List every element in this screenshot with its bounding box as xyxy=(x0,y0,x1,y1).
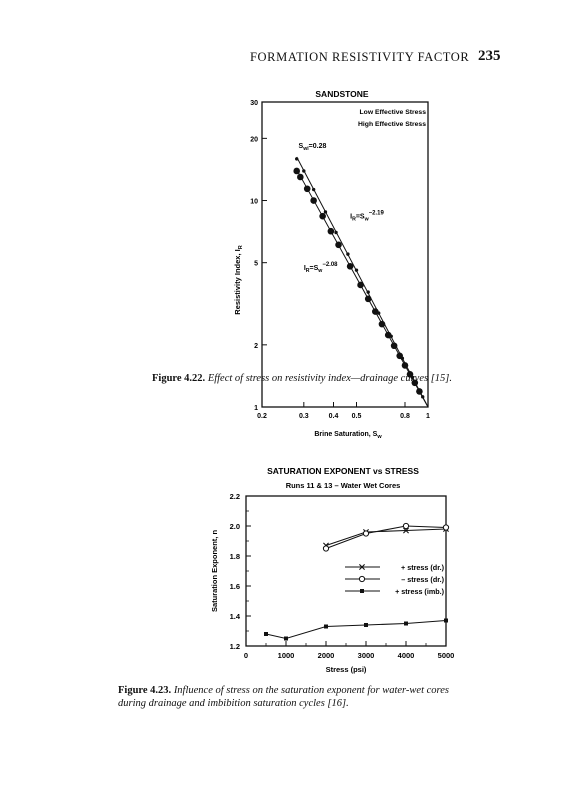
high-stress-point xyxy=(416,388,423,395)
high-stress-point xyxy=(357,282,364,289)
x-axis xyxy=(244,641,454,660)
x-tick-label: 1 xyxy=(426,413,430,420)
x-tick-label: 1000 xyxy=(277,651,295,660)
y-tick-label: 1.8 xyxy=(229,552,240,561)
y-axis-label-text: Resistivity Index, I xyxy=(233,249,242,315)
legend-marker xyxy=(360,589,364,593)
figure-label: Figure 4.23. xyxy=(118,685,172,696)
high-stress-point xyxy=(328,228,335,235)
y-tick-label: 2 xyxy=(254,342,258,350)
y-tick-label: 1.2 xyxy=(229,642,240,651)
legend xyxy=(358,109,426,128)
annotation-2: $I_R=S_w-2.08$ xyxy=(303,262,338,275)
low-stress-point xyxy=(302,169,305,172)
legend xyxy=(345,563,445,596)
low-stress-point xyxy=(334,231,337,234)
x-tick-label: 5000 xyxy=(437,651,455,660)
chart-title: SATURATION EXPONENT vs STRESS xyxy=(267,466,419,476)
high-stress-point xyxy=(319,213,326,220)
running-title: FORMATION RESISTIVITY FACTOR xyxy=(250,50,470,64)
low-stress-point xyxy=(295,157,298,160)
y-axis xyxy=(230,492,251,651)
x-tick-label: 0 xyxy=(243,651,249,660)
high-stress-point xyxy=(293,168,300,175)
plus-stress-drainage-line xyxy=(326,529,446,546)
figure-4-23-chart xyxy=(0,460,569,680)
legend-entry-plus-stress-imbibition: + stress (imb.) xyxy=(395,587,444,596)
plus-stress-imbibition-point xyxy=(404,622,408,626)
low-stress-point xyxy=(355,268,358,271)
low-stress-point xyxy=(421,395,424,398)
high-stress-point xyxy=(310,197,317,204)
legend-marker xyxy=(359,576,364,581)
high-stress-point xyxy=(385,332,392,339)
y-axis-label xyxy=(233,245,244,314)
legend-entry-minus-stress-drainage: – stress (dr.) xyxy=(401,575,444,584)
low-stress-point xyxy=(324,210,327,213)
high-stress-point xyxy=(391,342,398,349)
figure-4-22-chart xyxy=(0,80,569,460)
y-axis-label xyxy=(210,530,219,613)
legend-entry-plus-stress-drainage: + stress (dr.) xyxy=(401,563,444,572)
x-tick-label: 0.3 xyxy=(298,413,309,420)
y-tick-label: 2.0 xyxy=(229,522,240,531)
plus-stress-imbibition-line xyxy=(266,621,446,639)
svg-text:Resistivity Index, IR xyxy=(233,245,244,314)
low-stress-point xyxy=(366,290,369,293)
data-points xyxy=(293,157,424,398)
y-tick-label: 2.2 xyxy=(229,492,240,501)
y-tick-label: 10 xyxy=(250,198,258,206)
high-stress-point xyxy=(402,362,409,369)
x-tick-label: 0.8 xyxy=(400,413,410,420)
high-stress-point xyxy=(304,185,311,192)
high-stress-point xyxy=(365,296,372,303)
low-stress-point xyxy=(312,188,315,191)
y-tick-label: 1.4 xyxy=(229,612,240,621)
minus-stress-drainage-point xyxy=(443,525,448,530)
high-stress-point xyxy=(297,174,304,181)
high-stress-point xyxy=(347,263,354,270)
annotations xyxy=(299,143,385,274)
x-axis-label-text: Brine Saturation, S xyxy=(314,431,378,438)
y-tick-label: 1.6 xyxy=(229,582,240,591)
plus-stress-imbibition-point xyxy=(324,625,328,629)
running-head xyxy=(0,50,569,70)
high-stress-point xyxy=(396,352,403,359)
x-tick-label: 2000 xyxy=(317,651,335,660)
figure-label: Figure 4.22. xyxy=(152,373,206,384)
y-tick-label: 1 xyxy=(254,405,258,412)
minus-stress-drainage-point xyxy=(363,531,368,536)
minus-stress-drainage-point xyxy=(323,546,328,551)
x-tick-label: 0.2 xyxy=(257,413,267,420)
y-axis-label-text: Saturation Exponent, n xyxy=(210,529,219,613)
plus-stress-imbibition-point xyxy=(444,619,448,623)
x-axis-label: Stress (psi) xyxy=(325,665,367,674)
x-tick-label: 0.5 xyxy=(351,413,362,420)
x-tick-label: 3000 xyxy=(357,651,375,660)
figure-caption-text: Influence of stress on the saturation exponent for water-wet cores during drainage and imbibition saturation cycles [16]. xyxy=(118,685,449,709)
y-axis xyxy=(250,100,267,412)
y-axis-label-sub: R xyxy=(238,245,244,250)
x-axis-label-sub: w xyxy=(377,434,382,440)
x-tick-label: 0.4 xyxy=(328,413,339,420)
fit-lines xyxy=(297,157,428,407)
x-tick-label: 4000 xyxy=(397,651,415,660)
annotation-1: $I_R=S_w-2.19$ xyxy=(350,210,384,223)
annotation-0: $S_{wi}=0.28$ xyxy=(298,142,327,152)
figure-caption-text: Effect of stress on resistivity index—drainage curves [15]. xyxy=(207,373,452,384)
minus-stress-drainage-point xyxy=(403,523,408,528)
x-axis-label xyxy=(314,431,382,440)
y-tick-label: 30 xyxy=(250,100,258,107)
high-stress-point xyxy=(379,321,386,328)
plus-stress-imbibition-point xyxy=(264,632,268,636)
y-tick-label: 5 xyxy=(254,260,258,268)
chart-subtitle: Runs 11 & 13 – Water Wet Cores xyxy=(285,481,401,490)
figure-4-22-caption xyxy=(152,372,472,385)
low-stress-point xyxy=(346,252,349,255)
y-tick-label: 20 xyxy=(250,136,258,144)
figure-4-23-caption xyxy=(118,684,478,710)
plus-stress-imbibition-point xyxy=(284,637,288,641)
high-stress-point xyxy=(372,308,379,315)
chart-title: SANDSTONE xyxy=(315,89,369,99)
page-number: 235 xyxy=(478,48,501,64)
legend-entry-low-stress: Low Effective Stress xyxy=(359,109,426,116)
high-stress-point xyxy=(335,242,342,249)
legend-entry-high-stress: High Effective Stress xyxy=(358,121,426,128)
plus-stress-imbibition-point xyxy=(364,623,368,627)
fit-line-low-stress xyxy=(297,157,428,407)
x-axis xyxy=(257,402,430,420)
